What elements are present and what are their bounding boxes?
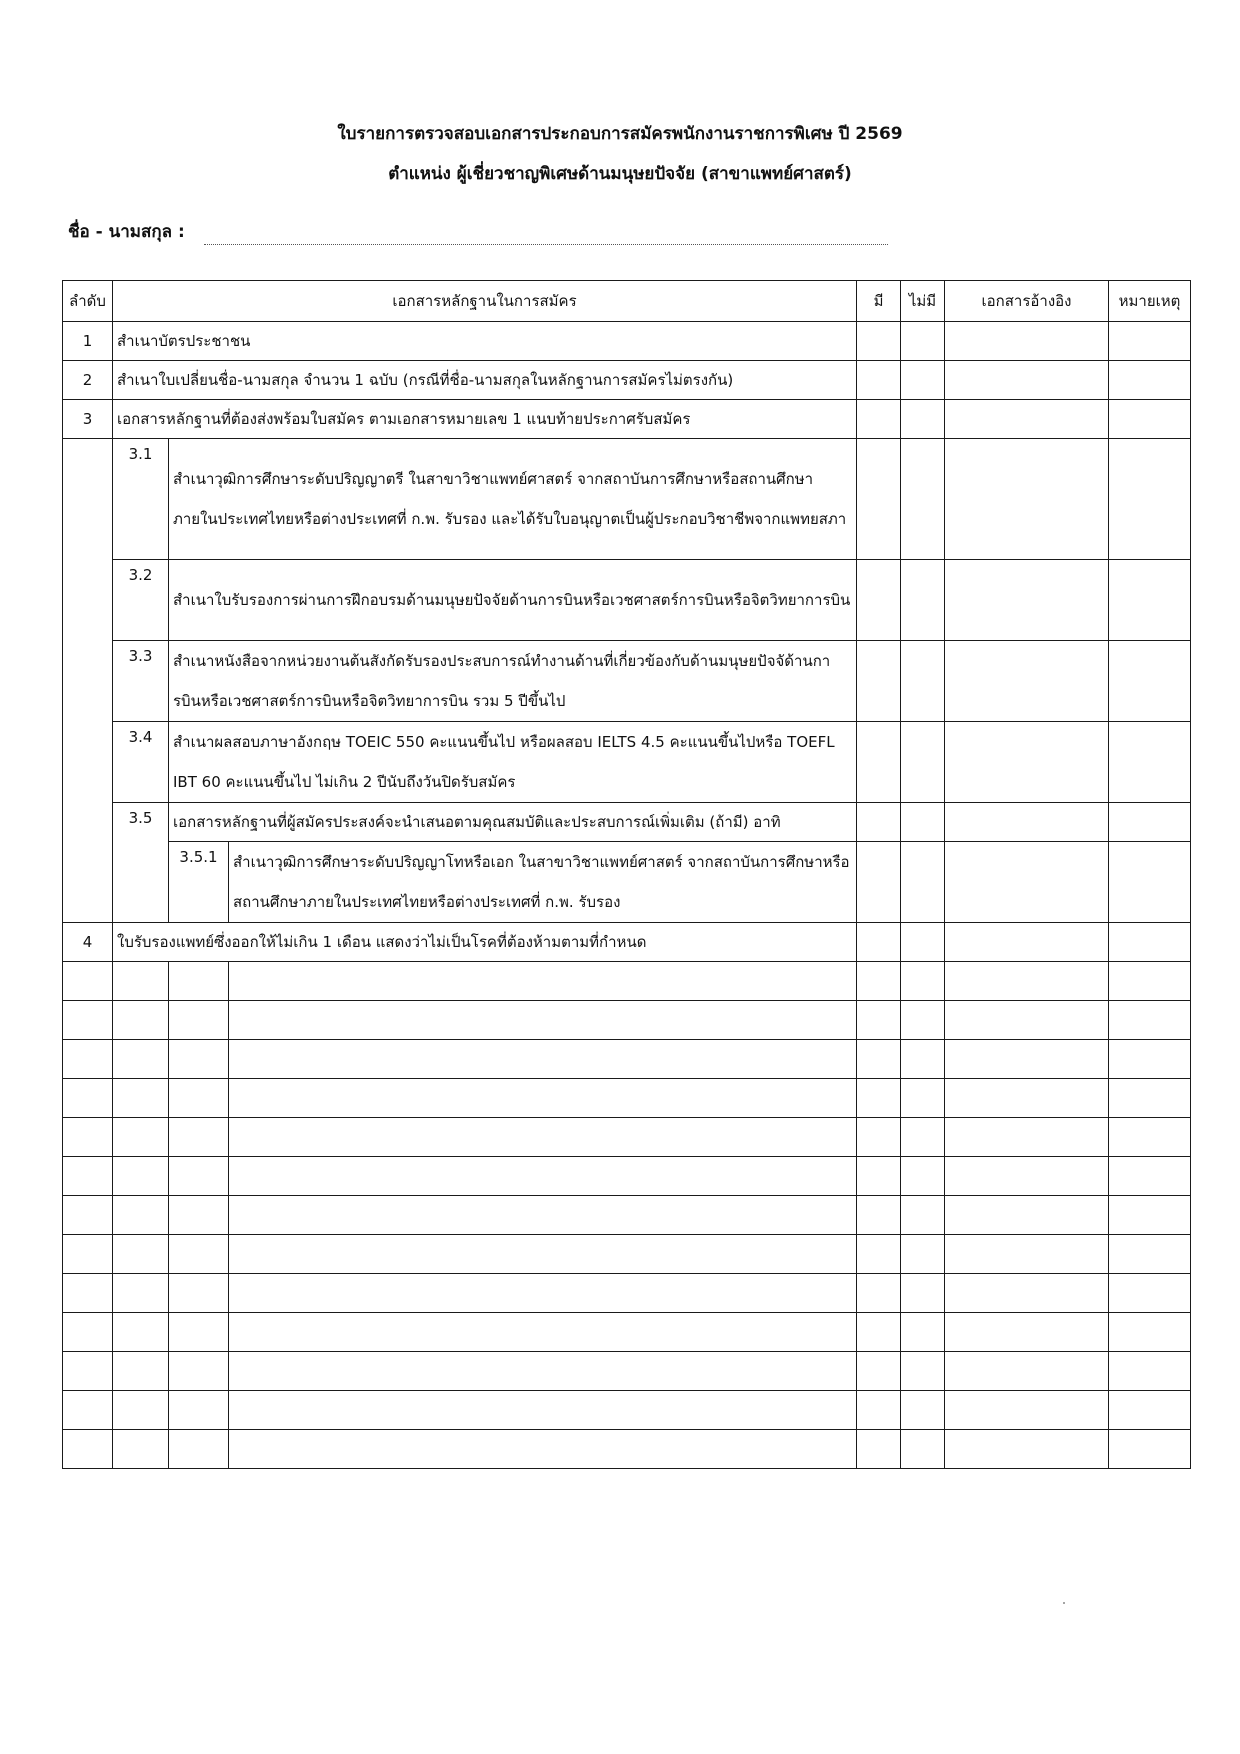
name-label: ชื่อ - นามสกุล :: [68, 222, 185, 242]
remark-cell[interactable]: [1109, 641, 1191, 722]
blank-rows-group: [63, 962, 1191, 1469]
scan-speck: [1063, 1602, 1065, 1604]
reference-cell[interactable]: [945, 1430, 1109, 1469]
row-text: สำเนาวุฒิการศึกษาระดับปริญญาตรี ในสาขาวิชาแพทย์ศาสตร์ จากสถาบันการศึกษาหรือสถานศึกษาภายในประเทศไทยหรือต่างประเทศที่ ก.พ. รับรอง และได้รับใบอนุญาตเป็นผู้ประกอบวิชาชีพจากแพทยสภา: [169, 439, 857, 560]
blank-text-cell[interactable]: [229, 1118, 857, 1157]
blank-no-cell[interactable]: [63, 1274, 113, 1313]
table-row: [63, 923, 1191, 962]
remark-cell[interactable]: [1109, 1274, 1191, 1313]
row-text: สำเนาใบรับรองการผ่านการฝึกอบรมด้านมนุษยปัจจัยด้านการบินหรือเวชศาสตร์การบินหรือจิตวิทยาการบิน: [169, 560, 857, 641]
blank-text-cell[interactable]: [229, 1235, 857, 1274]
remark-cell[interactable]: [1109, 439, 1191, 560]
not-have-checkbox-cell[interactable]: [901, 1040, 945, 1079]
blank-a-cell[interactable]: [113, 1040, 169, 1079]
have-checkbox-cell[interactable]: [857, 923, 901, 962]
remark-cell[interactable]: [1109, 842, 1191, 923]
blank-table-row: [63, 1157, 1191, 1196]
reference-cell[interactable]: [945, 803, 1109, 842]
blank-no-cell[interactable]: [63, 1352, 113, 1391]
remark-cell[interactable]: [1109, 361, 1191, 400]
remark-cell[interactable]: [1109, 1196, 1191, 1235]
have-checkbox-cell[interactable]: [857, 1313, 901, 1352]
have-checkbox-cell[interactable]: [857, 560, 901, 641]
table-row: [63, 803, 1191, 842]
blank-text-cell[interactable]: [229, 1040, 857, 1079]
blank-a-cell[interactable]: [113, 1079, 169, 1118]
header-not-have: ไม่มี: [901, 281, 945, 322]
blank-a-cell[interactable]: [113, 1313, 169, 1352]
table-header-row: [63, 281, 1191, 322]
blank-text-cell[interactable]: [229, 1352, 857, 1391]
remark-cell[interactable]: [1109, 1079, 1191, 1118]
row-number-spacer: [63, 439, 113, 923]
blank-table-row: [63, 962, 1191, 1001]
blank-b-cell[interactable]: [169, 962, 229, 1001]
row-text: สำเนาวุฒิการศึกษาระดับปริญญาโทหรือเอก ในสาขาวิชาแพทย์ศาสตร์ จากสถาบันการศึกษาหรือสถานศึกษาภายในประเทศไทยหรือต่างประเทศที่ ก.พ. รับรอง: [229, 842, 857, 923]
reference-cell[interactable]: [945, 962, 1109, 1001]
blank-a-cell[interactable]: [113, 1118, 169, 1157]
not-have-checkbox-cell[interactable]: [901, 361, 945, 400]
blank-no-cell[interactable]: [63, 1391, 113, 1430]
reference-cell[interactable]: [945, 1001, 1109, 1040]
blank-table-row: [63, 1196, 1191, 1235]
row-number: 3.5.1: [169, 842, 229, 923]
blank-no-cell[interactable]: [63, 1235, 113, 1274]
header-document: เอกสารหลักฐานในการสมัคร: [113, 281, 857, 322]
reference-cell[interactable]: [945, 923, 1109, 962]
blank-no-cell[interactable]: [63, 1157, 113, 1196]
remark-cell[interactable]: [1109, 1430, 1191, 1469]
blank-a-cell[interactable]: [113, 1001, 169, 1040]
not-have-checkbox-cell[interactable]: [901, 1157, 945, 1196]
reference-cell[interactable]: [945, 1352, 1109, 1391]
not-have-checkbox-cell[interactable]: [901, 1079, 945, 1118]
not-have-checkbox-cell[interactable]: [901, 322, 945, 361]
not-have-checkbox-cell[interactable]: [901, 1196, 945, 1235]
document-title: ใบรายการตรวจสอบเอกสารประกอบการสมัครพนักงานราชการพิเศษ ปี 2569: [337, 124, 903, 144]
reference-cell[interactable]: [945, 1313, 1109, 1352]
blank-table-row: [63, 1391, 1191, 1430]
row-number: 4: [63, 923, 113, 962]
blank-table-row: [63, 1235, 1191, 1274]
position-title: ตำแหน่ง ผู้เชี่ยวชาญพิเศษด้านมนุษยปัจจัย (สาขาแพทย์ศาสตร์): [388, 164, 852, 184]
have-checkbox-cell[interactable]: [857, 1079, 901, 1118]
blank-text-cell[interactable]: [229, 1157, 857, 1196]
have-checkbox-cell[interactable]: [857, 1430, 901, 1469]
blank-text-cell[interactable]: [229, 1430, 857, 1469]
blank-text-cell[interactable]: [229, 1001, 857, 1040]
blank-b-cell[interactable]: [169, 1391, 229, 1430]
table-row: [63, 641, 1191, 722]
have-checkbox-cell[interactable]: [857, 1235, 901, 1274]
have-checkbox-cell[interactable]: [857, 1274, 901, 1313]
blank-b-cell[interactable]: [169, 1079, 229, 1118]
blank-no-cell[interactable]: [63, 1001, 113, 1040]
blank-table-row: [63, 1352, 1191, 1391]
blank-b-cell[interactable]: [169, 1430, 229, 1469]
remark-cell[interactable]: [1109, 1391, 1191, 1430]
blank-no-cell[interactable]: [63, 1196, 113, 1235]
row-text: สำเนาหนังสือจากหน่วยงานต้นสังกัดรับรองประสบการณ์ทำงานด้านที่เกี่ยวข้องกับด้านมนุษยปัจจัด้านการบินหรือเวชศาสตร์การบินหรือจิตวิทยาการบิน รวม 5 ปีขึ้นไป: [169, 641, 857, 722]
blank-a-cell[interactable]: [113, 962, 169, 1001]
reference-cell[interactable]: [945, 322, 1109, 361]
remark-cell[interactable]: [1109, 722, 1191, 803]
have-checkbox-cell[interactable]: [857, 842, 901, 923]
header-have: มี: [857, 281, 901, 322]
not-have-checkbox-cell[interactable]: [901, 1313, 945, 1352]
table-row: [63, 322, 1191, 361]
blank-a-cell[interactable]: [113, 1391, 169, 1430]
reference-cell[interactable]: [945, 400, 1109, 439]
remark-cell[interactable]: [1109, 1001, 1191, 1040]
not-have-checkbox-cell[interactable]: [901, 722, 945, 803]
reference-cell[interactable]: [945, 1274, 1109, 1313]
have-checkbox-cell[interactable]: [857, 322, 901, 361]
reference-cell[interactable]: [945, 641, 1109, 722]
table-row: [63, 722, 1191, 803]
reference-cell[interactable]: [945, 439, 1109, 560]
reference-cell[interactable]: [945, 1196, 1109, 1235]
blank-b-cell[interactable]: [169, 1157, 229, 1196]
blank-no-cell[interactable]: [63, 1430, 113, 1469]
have-checkbox-cell[interactable]: [857, 1001, 901, 1040]
blank-b-cell[interactable]: [169, 1196, 229, 1235]
not-have-checkbox-cell[interactable]: [901, 641, 945, 722]
blank-b-cell[interactable]: [169, 1001, 229, 1040]
blank-text-cell[interactable]: [229, 1313, 857, 1352]
blank-no-cell[interactable]: [63, 1079, 113, 1118]
remark-cell[interactable]: [1109, 962, 1191, 1001]
have-checkbox-cell[interactable]: [857, 400, 901, 439]
blank-text-cell[interactable]: [229, 1391, 857, 1430]
have-checkbox-cell[interactable]: [857, 803, 901, 842]
have-checkbox-cell[interactable]: [857, 1040, 901, 1079]
blank-a-cell[interactable]: [113, 1196, 169, 1235]
checklist-table: [62, 280, 1191, 1469]
have-checkbox-cell[interactable]: [857, 962, 901, 1001]
blank-table-row: [63, 1118, 1191, 1157]
reference-cell[interactable]: [945, 560, 1109, 641]
have-checkbox-cell[interactable]: [857, 439, 901, 560]
not-have-checkbox-cell[interactable]: [901, 1391, 945, 1430]
table-row: [63, 560, 1191, 641]
blank-table-row: [63, 1040, 1191, 1079]
header-reference: เอกสารอ้างอิง: [945, 281, 1109, 322]
row-text: สำเนาผลสอบภาษาอังกฤษ TOEIC 550 คะแนนขึ้นไป หรือผลสอบ IELTS 4.5 คะแนนขึ้นไปหรือ TOEFL IBT 60 คะแนนขึ้นไป ไม่เกิน 2 ปีนับถึงวันปิดรับสมัคร: [169, 722, 857, 803]
blank-a-cell[interactable]: [113, 1430, 169, 1469]
remark-cell[interactable]: [1109, 1352, 1191, 1391]
blank-a-cell[interactable]: [113, 1235, 169, 1274]
name-fill-line[interactable]: [204, 244, 888, 245]
remark-cell[interactable]: [1109, 400, 1191, 439]
not-have-checkbox-cell[interactable]: [901, 560, 945, 641]
blank-b-cell[interactable]: [169, 1040, 229, 1079]
not-have-checkbox-cell[interactable]: [901, 803, 945, 842]
row-text: เอกสารหลักฐานที่ผู้สมัครประสงค์จะนำเสนอตามคุณสมบัติและประสบการณ์เพิ่มเติม (ถ้ามี) อาทิ: [169, 803, 857, 842]
blank-table-row: [63, 1274, 1191, 1313]
have-checkbox-cell[interactable]: [857, 1196, 901, 1235]
blank-table-row: [63, 1001, 1191, 1040]
reference-cell[interactable]: [945, 722, 1109, 803]
blank-no-cell[interactable]: [63, 1118, 113, 1157]
not-have-checkbox-cell[interactable]: [901, 1352, 945, 1391]
remark-cell[interactable]: [1109, 803, 1191, 842]
blank-text-cell[interactable]: [229, 962, 857, 1001]
blank-b-cell[interactable]: [169, 1313, 229, 1352]
remark-cell[interactable]: [1109, 923, 1191, 962]
blank-b-cell[interactable]: [169, 1118, 229, 1157]
have-checkbox-cell[interactable]: [857, 641, 901, 722]
not-have-checkbox-cell[interactable]: [901, 1235, 945, 1274]
blank-a-cell[interactable]: [113, 1274, 169, 1313]
remark-cell[interactable]: [1109, 1157, 1191, 1196]
reference-cell[interactable]: [945, 361, 1109, 400]
reference-cell[interactable]: [945, 1118, 1109, 1157]
blank-no-cell[interactable]: [63, 1040, 113, 1079]
reference-cell[interactable]: [945, 1079, 1109, 1118]
reference-cell[interactable]: [945, 1391, 1109, 1430]
not-have-checkbox-cell[interactable]: [901, 1001, 945, 1040]
not-have-checkbox-cell[interactable]: [901, 400, 945, 439]
not-have-checkbox-cell[interactable]: [901, 439, 945, 560]
reference-cell[interactable]: [945, 842, 1109, 923]
blank-no-cell[interactable]: [63, 1313, 113, 1352]
reference-cell[interactable]: [945, 1235, 1109, 1274]
remark-cell[interactable]: [1109, 1235, 1191, 1274]
have-checkbox-cell[interactable]: [857, 722, 901, 803]
row-number: 3.5: [113, 803, 169, 923]
row-number: 3: [63, 400, 113, 439]
blank-text-cell[interactable]: [229, 1196, 857, 1235]
row-number: 2: [63, 361, 113, 400]
have-checkbox-cell[interactable]: [857, 1352, 901, 1391]
have-checkbox-cell[interactable]: [857, 1391, 901, 1430]
blank-b-cell[interactable]: [169, 1274, 229, 1313]
blank-b-cell[interactable]: [169, 1352, 229, 1391]
reference-cell[interactable]: [945, 1157, 1109, 1196]
remark-cell[interactable]: [1109, 1313, 1191, 1352]
remark-cell[interactable]: [1109, 322, 1191, 361]
blank-a-cell[interactable]: [113, 1157, 169, 1196]
header-no: ลำดับ: [63, 281, 113, 322]
blank-a-cell[interactable]: [113, 1352, 169, 1391]
table-row: [63, 361, 1191, 400]
blank-table-row: [63, 1313, 1191, 1352]
table-row: [63, 842, 1191, 923]
remark-cell[interactable]: [1109, 1040, 1191, 1079]
row-text: สำเนาบัตรประชาชน: [113, 322, 857, 361]
have-checkbox-cell[interactable]: [857, 1118, 901, 1157]
not-have-checkbox-cell[interactable]: [901, 962, 945, 1001]
have-checkbox-cell[interactable]: [857, 361, 901, 400]
row-text: สำเนาใบเปลี่ยนชื่อ-นามสกุล จำนวน 1 ฉบับ (กรณีที่ชื่อ-นามสกุลในหลักฐานการสมัครไม่ตรงกัน): [113, 361, 857, 400]
remark-cell[interactable]: [1109, 1118, 1191, 1157]
row-number: 3.2: [113, 560, 169, 641]
row-number: 3.3: [113, 641, 169, 722]
not-have-checkbox-cell[interactable]: [901, 1118, 945, 1157]
blank-table-row: [63, 1079, 1191, 1118]
table-row: [63, 439, 1191, 560]
not-have-checkbox-cell[interactable]: [901, 923, 945, 962]
blank-table-row: [63, 1430, 1191, 1469]
blank-text-cell[interactable]: [229, 1079, 857, 1118]
not-have-checkbox-cell[interactable]: [901, 1274, 945, 1313]
remark-cell[interactable]: [1109, 560, 1191, 641]
not-have-checkbox-cell[interactable]: [901, 1430, 945, 1469]
blank-no-cell[interactable]: [63, 962, 113, 1001]
not-have-checkbox-cell[interactable]: [901, 842, 945, 923]
blank-b-cell[interactable]: [169, 1235, 229, 1274]
table-row: [63, 400, 1191, 439]
have-checkbox-cell[interactable]: [857, 1157, 901, 1196]
header-remark: หมายเหตุ: [1109, 281, 1191, 322]
blank-text-cell[interactable]: [229, 1274, 857, 1313]
row-number: 3.4: [113, 722, 169, 803]
row-number: 3.1: [113, 439, 169, 560]
row-number: 1: [63, 322, 113, 361]
reference-cell[interactable]: [945, 1040, 1109, 1079]
row-text: ใบรับรองแพทย์ซึ่งออกให้ไม่เกิน 1 เดือน แสดงว่าไม่เป็นโรคที่ต้องห้ามตามที่กำหนด: [113, 923, 857, 962]
row-text: เอกสารหลักฐานที่ต้องส่งพร้อมใบสมัคร ตามเอกสารหมายเลข 1 แนบท้ายประกาศรับสมัคร: [113, 400, 857, 439]
